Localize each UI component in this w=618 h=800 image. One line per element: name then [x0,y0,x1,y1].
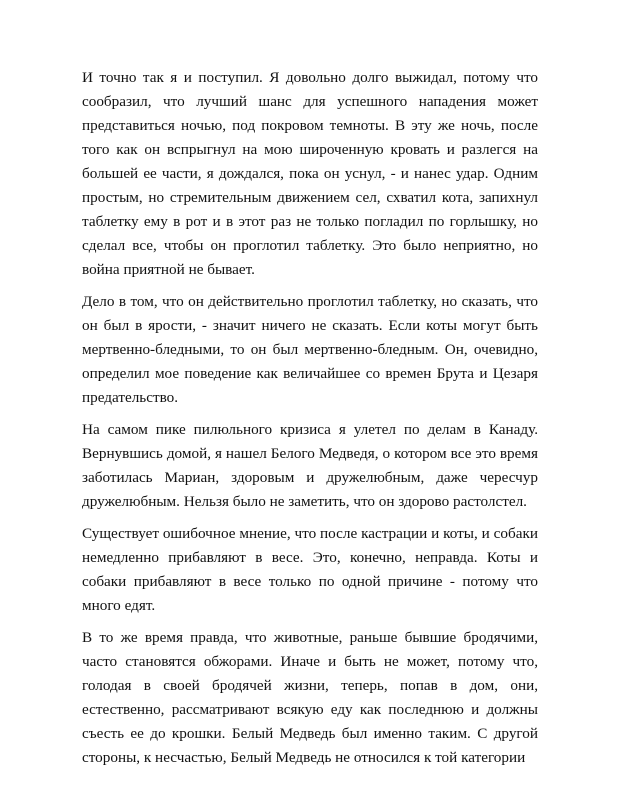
paragraph-4: Существует ошибочное мнение, что после кастрации и коты, и собаки немедленно прибавляют в весе. Это, конечно, неправда. Коты и собаки прибавляют в весе только по одной причине - потому что много едят. [82,525,538,614]
paragraph-1: И точно так я и поступил. Я довольно долго выжидал, потому что сообразил, что лучший шанс для успешного нападения может представиться ночью, под покровом темноты. В эту же ночь, после того как он вспрыгнул на мою широченную кровать и разлегся на большей ее части, я дождался, пока он уснул, - и нанес удар. Одним простым, но стремительным движением сел, схватил кота, запихнул таблетку ему в рот и в этот раз не только погладил по горлышку, но сделал все, чтобы он проглотил таблетку. Это было неприятно, но война приятной не бывает. [82,69,538,278]
paragraph-2: Дело в том, что он действительно проглотил таблетку, но сказать, что он был в ярости, - значит ничего не сказать. Если коты могут быть мертвенно-бледными, то он был мертвенно-бледным. Он, очевидно, определил мое поведение как величайшее со времен Брута и Цезаря предательство. [82,293,538,406]
paragraph-3: На самом пике пилюльного кризиса я улетел по делам в Канаду. Вернувшись домой, я нашел Белого Медведя, о котором все это время заботилась Мариан, здоровым и дружелюбным, даже чересчур дружелюбным. Нельзя было не заметить, что он здорово растолстел. [82,421,538,510]
paragraph-5: В то же время правда, что животные, раньше бывшие бродячими, часто становятся обжорами. Иначе и быть не может, потому что, голодая в своей бродячей жизни, теперь, попав в дом, они, естественно, рассматривают всякую еду как последнюю и должны съесть ее до крошки. Белый Медведь был именно таким. С другой стороны, к несчастью, Белый Медведь не относился к той категории [82,629,538,766]
document-page [82,66,538,778]
